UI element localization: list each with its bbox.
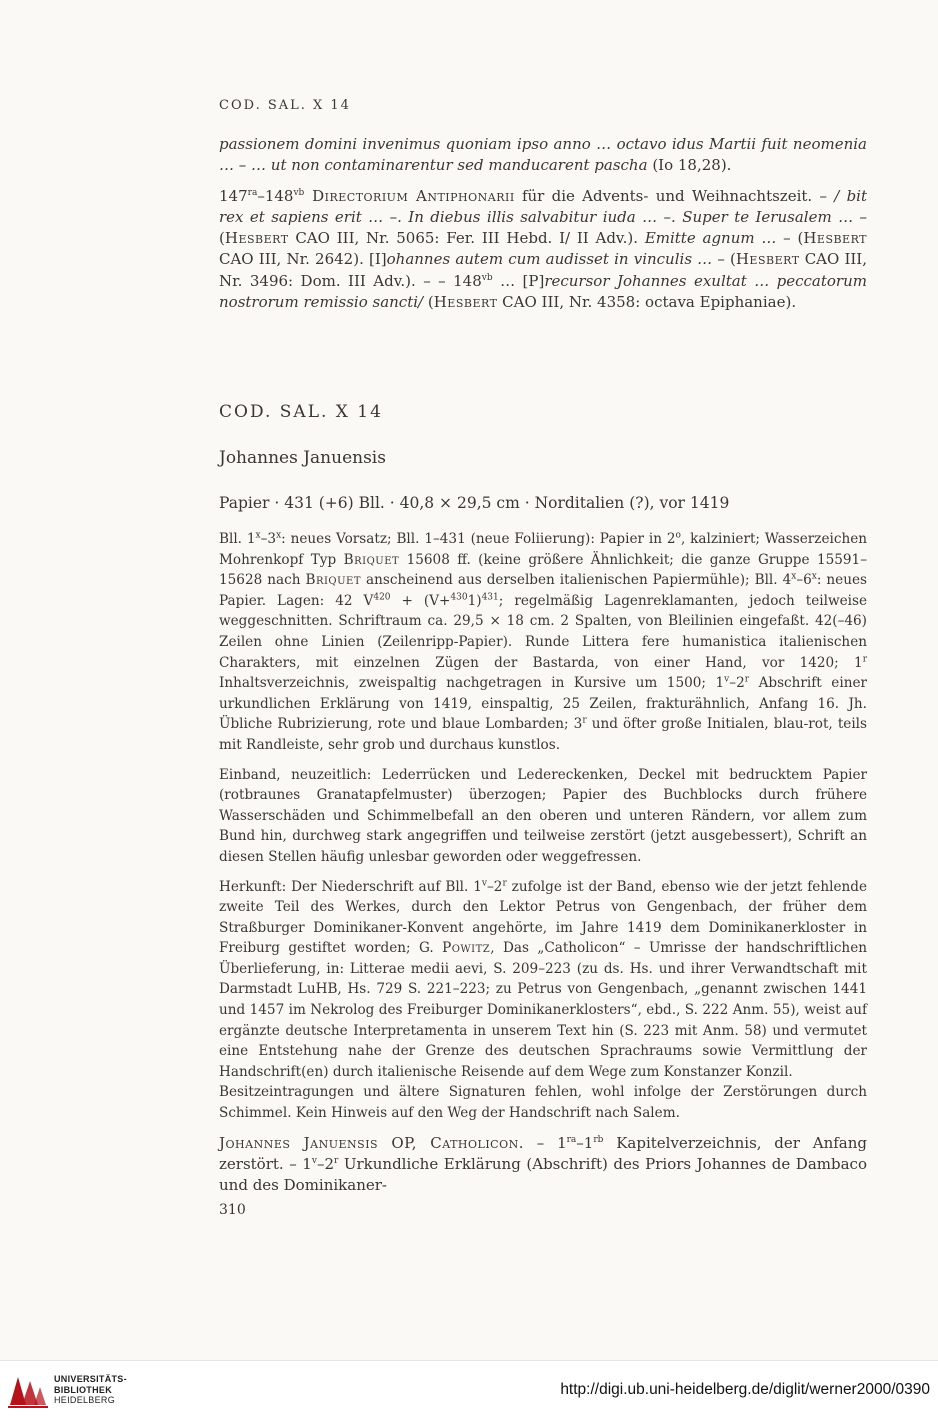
contents-paragraph <box>219 1133 867 1197</box>
text-run: –1 <box>576 1133 594 1152</box>
text-run: Herkunft: Der Niederschrift auf Bll. 1 <box>219 878 482 895</box>
text-run: 1) <box>467 592 482 609</box>
text-run: ( <box>423 293 434 312</box>
logo-line: UNIVERSITÄTS- <box>54 1374 127 1384</box>
sup: o <box>675 530 681 541</box>
author-name: Powitz <box>442 940 491 957</box>
text-run: –6 <box>796 572 812 589</box>
sup: x <box>276 530 282 541</box>
text-run: – ( <box>712 250 736 269</box>
sup: v <box>724 674 730 685</box>
text-run: : neues Vorsatz; Bll. 1–431 (neue Foliierung): Papier in 2 <box>281 531 676 547</box>
text-run: , kalziniert; Wasserzeichen Mohrenkopf Typ <box>219 531 867 568</box>
quote-run: ohannes autem cum audisset in vinculis … <box>386 250 713 269</box>
sup: r <box>744 674 750 685</box>
sup: 431 <box>481 592 499 603</box>
sup: x <box>255 530 261 541</box>
directorium-paragraph <box>219 186 867 314</box>
work-name: Directorium Antiphonarii <box>304 186 515 205</box>
sup: rb <box>593 1134 604 1145</box>
section-heading: COD. SAL. X 14 <box>219 402 383 422</box>
text-run: und öfter große Initialen, blau-rot, teils mit Randleiste, sehr grob und durchaus kunstlos. <box>219 716 867 753</box>
sup: 420 <box>373 592 391 603</box>
physical-description <box>219 529 867 756</box>
codex-specs: Papier · 431 (+6) Bll. · 40,8 × 29,5 cm · Norditalien (?), vor 1419 <box>219 494 730 512</box>
library-logo-text <box>54 1374 127 1406</box>
text-run: anscheinend aus derselben italienischen Papiermühle); Bll. 4 <box>361 572 792 589</box>
ownership-paragraph: Besitzeintragungen und ältere Signaturen fehlen, wohl infolge der Zerstörungen durch Schimmel. Kein Hinweis auf den Weg der Handschrift nach Salem. <box>219 1084 867 1122</box>
text-run: CAO III, Nr. 3496: Dom. III Adv.). – – 148 <box>219 250 867 290</box>
logo-line: BIBLIOTHEK <box>54 1384 112 1395</box>
page-number: 310 <box>219 1202 246 1218</box>
text-run: Urkundliche Erklärung (Abschrift) des Priors Johannes de Dambaco und des Dominikaner- <box>219 1154 867 1195</box>
author-name: Hesbert <box>433 293 498 312</box>
text-run: –2 <box>729 675 745 692</box>
author-name: Hesbert <box>803 229 868 248</box>
text-run: Kapitelverzeichnis, der Anfang zerstört. – 1 <box>219 1133 867 1173</box>
author-name: Hesbert <box>224 229 289 248</box>
incipit-citation: (Io 18,28). <box>647 156 732 175</box>
quote-run: / bit rex et sapiens erit … –. In diebus illis salvabitur iuda … –. Super te Ierusalem … – <box>219 186 867 226</box>
text-run: , Das „Catholicon“ – Umrisse der handschriftlichen Überlieferung, in: Litterae medii aevi, S. 209–223 (zu ds. Hs. und ihrer Verwandtschaft mit Darmstadt LuHB, Hs. 729 S. 221–223; zu Petrus von Gengenbach, „genannt zwischen 1441 und 1457 im Nekrolog des Freiburger Dominikanerklosters“, ebd., S. 222 Anm. 55), weist auf ergänzte deutsche Interpretamenta in unserem Text hin (S. 223 mit Anm. 58) und vermutet eine Entstehung nahe der Grenze des deutschen Sprachraums sowie Vermittlung der Handschrift(en) durch italienische Reisende auf dem Wege zum Konstanzer Konzil. <box>219 940 867 1080</box>
text-run: CAO III, Nr. 2642). [I] <box>219 250 387 269</box>
text-run: : neues Papier. Lagen: 42 V <box>219 572 867 609</box>
running-head: COD. SAL. X 14 <box>219 98 351 113</box>
binding-paragraph: Einband, neuzeitlich: Lederrücken und Ledereckenken, Deckel mit bedrucktem Papier (rotbraunes Granatapfelmuster) überzogen; Papier des Buchblocks durch frühere Wasserschäden und Schimmelbefall an den oberen und unteren Rändern, vor allem zum Bund hin, durchweg stark angegriffen und teilweise zerstört (jetzt ausgebessert), Schrift an diesen Stellen häufig unlesbar geworden oder weggefressen. <box>219 766 867 865</box>
quote-run: Emitte agnum … <box>644 229 777 248</box>
sup: ra <box>566 1134 577 1145</box>
text-run: 15608 ff. (keine größere Ähnlichkeit; die ganze Gruppe 15591–15628 nach <box>219 551 867 589</box>
sup: r <box>333 1155 339 1166</box>
text-run: Inhaltsverzeichnis, zweispaltig nachgetragen in Kursive um 1500; 1 <box>219 675 725 692</box>
library-logo-icon <box>6 1371 50 1411</box>
folio-sup: ra <box>247 187 258 198</box>
folio-sup: vb <box>293 187 305 198</box>
work-name: Johannes Januensis OP, Catholicon. <box>219 1133 525 1152</box>
text-run: ( <box>219 229 225 248</box>
logo-line: HEIDELBERG <box>54 1395 116 1405</box>
text-run: Abschrift einer urkundlichen Erklärung von 1419, einspaltig, 25 Zeilen, frakturähnlich, Anfang 16. Jh. Übliche Rubrizierung, rote und blaue Lombarden; 3 <box>219 675 867 733</box>
text-run: –2 <box>316 1154 334 1173</box>
incipit-paragraph <box>219 134 867 177</box>
sup: r <box>862 654 867 665</box>
text-run: –2 <box>487 878 503 895</box>
author-name: Briquet <box>343 551 400 568</box>
sup: x <box>791 571 797 582</box>
text-run: Bll. 1 <box>219 531 256 547</box>
sup: r <box>582 715 587 726</box>
top-entry <box>219 134 867 313</box>
description-block <box>219 529 867 1197</box>
text-run: – ( <box>776 229 804 248</box>
sup: 430 <box>450 592 468 603</box>
text-run: für die Advents- und Weihnachtszeit. – <box>514 186 835 205</box>
text-run: – 1 <box>524 1133 567 1152</box>
author-name: Hesbert <box>735 250 800 269</box>
sup: v <box>481 877 487 888</box>
author-name: Briquet <box>305 572 362 589</box>
folio-ref: 147 <box>219 186 248 205</box>
text-run: zufolge ist der Band, ebenso wie der jetzt fehlende zweite Teil des Werkes, durch den Lektor Petrus von Gengenbach, der früher dem Straßburger Dominikaner-Konvent angehörte, im Jahre 1419 dem Dominikanerkloster in Freiburg gestiftet worden; G. <box>219 878 867 957</box>
sup: r <box>502 877 507 888</box>
quote-run: recursor Johannes exultat … peccatorum nostrorum remissio sancti/ <box>219 271 867 312</box>
text-run: CAO III, Nr. 5065: Fer. III Hebd. I/ II Adv.). <box>288 229 645 248</box>
text-run: ; regelmäßig Lagenreklamanten, jedoch teilweise weggeschnitten. Schriftraum ca. 29,5 × 18 cm. 2 Spalten, von Bleilinien eingefaßt. 42(–46) Zeilen ohne Linien (Zeilenripp-Papier). Runde Littera fere humanistica italienischen Charakters, mit einzelnen Zügen der Bastarda, von einer Hand, vor 1420; 1 <box>219 592 867 671</box>
text-run: + (V+ <box>390 592 451 609</box>
folio-ref: –148 <box>257 186 294 205</box>
work-title: Johannes Januensis <box>219 448 386 468</box>
provenance-paragraph <box>219 877 867 1083</box>
sup: v <box>311 1155 317 1166</box>
permalink-url[interactable]: http://digi.ub.uni-heidelberg.de/diglit/werner2000/0390 <box>560 1381 930 1398</box>
sup: x <box>811 571 817 582</box>
text-run: CAO III, Nr. 4358: octava Epiphaniae). <box>497 293 797 312</box>
text-run: … [P] <box>492 271 545 290</box>
viewer-footer <box>0 1360 938 1420</box>
folio-sup: vb <box>481 272 493 283</box>
text-run: –3 <box>260 531 277 547</box>
incipit-text: passionem domini invenimus quoniam ipso anno … octavo idus Martii fuit neomenia … – … ut non contaminarentur sed manducarent pascha <box>219 135 867 175</box>
